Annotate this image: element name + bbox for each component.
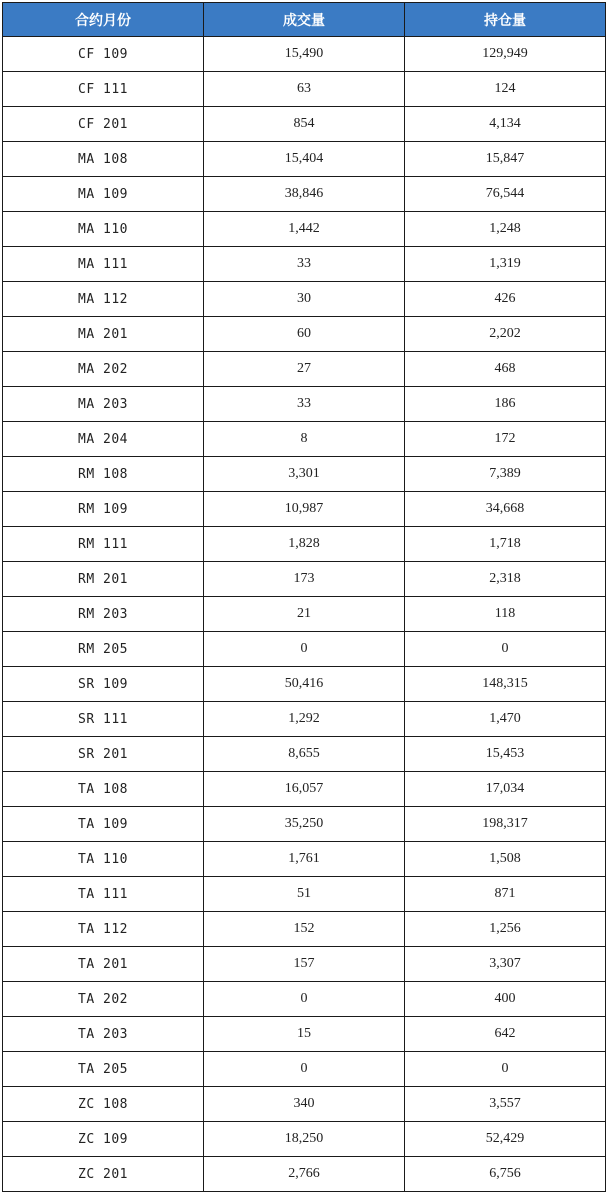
cell-volume: 152	[204, 912, 405, 947]
cell-volume: 63	[204, 72, 405, 107]
header-open-interest: 持仓量	[405, 3, 606, 37]
cell-contract-month: MA 112	[3, 282, 204, 317]
cell-open-interest: 1,248	[405, 212, 606, 247]
cell-open-interest: 400	[405, 982, 606, 1017]
table-row	[3, 387, 606, 422]
table-body	[3, 37, 606, 1192]
cell-contract-month: TA 201	[3, 947, 204, 982]
cell-contract-month: TA 203	[3, 1017, 204, 1052]
cell-volume: 8	[204, 422, 405, 457]
cell-open-interest: 198,317	[405, 807, 606, 842]
cell-open-interest: 52,429	[405, 1122, 606, 1157]
cell-volume: 27	[204, 352, 405, 387]
table-row	[3, 667, 606, 702]
cell-contract-month: RM 109	[3, 492, 204, 527]
table-row	[3, 1157, 606, 1192]
table-row	[3, 177, 606, 212]
table-header-row	[3, 3, 606, 37]
cell-contract-month: ZC 109	[3, 1122, 204, 1157]
header-contract-month: 合约月份	[3, 3, 204, 37]
cell-volume: 1,828	[204, 527, 405, 562]
table-row	[3, 1052, 606, 1087]
cell-open-interest: 6,756	[405, 1157, 606, 1192]
table-row	[3, 317, 606, 352]
table-row	[3, 632, 606, 667]
cell-volume: 1,761	[204, 842, 405, 877]
cell-volume: 35,250	[204, 807, 405, 842]
cell-open-interest: 1,319	[405, 247, 606, 282]
table-row	[3, 527, 606, 562]
cell-contract-month: SR 201	[3, 737, 204, 772]
cell-volume: 8,655	[204, 737, 405, 772]
cell-contract-month: RM 205	[3, 632, 204, 667]
cell-open-interest: 1,718	[405, 527, 606, 562]
cell-open-interest: 7,389	[405, 457, 606, 492]
cell-contract-month: SR 111	[3, 702, 204, 737]
cell-contract-month: TA 112	[3, 912, 204, 947]
cell-volume: 18,250	[204, 1122, 405, 1157]
cell-volume: 15,404	[204, 142, 405, 177]
cell-open-interest: 186	[405, 387, 606, 422]
cell-contract-month: TA 111	[3, 877, 204, 912]
contract-volume-table	[2, 2, 606, 1192]
table-row	[3, 492, 606, 527]
cell-open-interest: 124	[405, 72, 606, 107]
table-row	[3, 912, 606, 947]
cell-open-interest: 468	[405, 352, 606, 387]
cell-open-interest: 148,315	[405, 667, 606, 702]
table-row	[3, 1017, 606, 1052]
table-row	[3, 107, 606, 142]
cell-volume: 2,766	[204, 1157, 405, 1192]
cell-volume: 3,301	[204, 457, 405, 492]
cell-volume: 0	[204, 982, 405, 1017]
cell-open-interest: 17,034	[405, 772, 606, 807]
cell-open-interest: 2,318	[405, 562, 606, 597]
table-row	[3, 597, 606, 632]
cell-open-interest: 2,202	[405, 317, 606, 352]
cell-volume: 0	[204, 632, 405, 667]
cell-contract-month: MA 201	[3, 317, 204, 352]
table-row	[3, 562, 606, 597]
cell-volume: 16,057	[204, 772, 405, 807]
cell-contract-month: MA 204	[3, 422, 204, 457]
table-row	[3, 212, 606, 247]
cell-contract-month: TA 202	[3, 982, 204, 1017]
cell-contract-month: MA 203	[3, 387, 204, 422]
cell-volume: 33	[204, 247, 405, 282]
table-row	[3, 352, 606, 387]
table-row	[3, 282, 606, 317]
cell-volume: 60	[204, 317, 405, 352]
cell-contract-month: MA 111	[3, 247, 204, 282]
cell-contract-month: RM 111	[3, 527, 204, 562]
cell-contract-month: MA 109	[3, 177, 204, 212]
header-volume: 成交量	[204, 3, 405, 37]
cell-contract-month: RM 108	[3, 457, 204, 492]
cell-contract-month: CF 111	[3, 72, 204, 107]
cell-open-interest: 4,134	[405, 107, 606, 142]
cell-open-interest: 76,544	[405, 177, 606, 212]
cell-volume: 33	[204, 387, 405, 422]
cell-volume: 50,416	[204, 667, 405, 702]
cell-volume: 30	[204, 282, 405, 317]
cell-volume: 340	[204, 1087, 405, 1122]
cell-open-interest: 0	[405, 1052, 606, 1087]
cell-open-interest: 1,470	[405, 702, 606, 737]
cell-volume: 1,442	[204, 212, 405, 247]
cell-contract-month: RM 203	[3, 597, 204, 632]
cell-contract-month: MA 110	[3, 212, 204, 247]
cell-open-interest: 34,668	[405, 492, 606, 527]
cell-open-interest: 1,256	[405, 912, 606, 947]
table-row	[3, 1122, 606, 1157]
cell-volume: 21	[204, 597, 405, 632]
table-row	[3, 947, 606, 982]
cell-contract-month: RM 201	[3, 562, 204, 597]
cell-contract-month: TA 109	[3, 807, 204, 842]
table-row	[3, 247, 606, 282]
cell-contract-month: TA 110	[3, 842, 204, 877]
cell-contract-month: CF 109	[3, 37, 204, 72]
table-row	[3, 772, 606, 807]
cell-contract-month: TA 108	[3, 772, 204, 807]
cell-open-interest: 0	[405, 632, 606, 667]
cell-contract-month: CF 201	[3, 107, 204, 142]
cell-volume: 51	[204, 877, 405, 912]
cell-volume: 157	[204, 947, 405, 982]
cell-contract-month: ZC 201	[3, 1157, 204, 1192]
cell-open-interest: 3,307	[405, 947, 606, 982]
cell-volume: 10,987	[204, 492, 405, 527]
cell-open-interest: 871	[405, 877, 606, 912]
cell-volume: 854	[204, 107, 405, 142]
table-row	[3, 422, 606, 457]
cell-volume: 173	[204, 562, 405, 597]
cell-contract-month: TA 205	[3, 1052, 204, 1087]
cell-volume: 15,490	[204, 37, 405, 72]
table-row	[3, 1087, 606, 1122]
cell-contract-month: ZC 108	[3, 1087, 204, 1122]
cell-open-interest: 129,949	[405, 37, 606, 72]
cell-contract-month: SR 109	[3, 667, 204, 702]
cell-open-interest: 3,557	[405, 1087, 606, 1122]
table-row	[3, 982, 606, 1017]
table-row	[3, 842, 606, 877]
table-row	[3, 702, 606, 737]
cell-volume: 1,292	[204, 702, 405, 737]
cell-contract-month: MA 202	[3, 352, 204, 387]
cell-open-interest: 118	[405, 597, 606, 632]
cell-open-interest: 642	[405, 1017, 606, 1052]
cell-volume: 0	[204, 1052, 405, 1087]
cell-open-interest: 172	[405, 422, 606, 457]
cell-volume: 15	[204, 1017, 405, 1052]
cell-volume: 38,846	[204, 177, 405, 212]
cell-open-interest: 426	[405, 282, 606, 317]
table-row	[3, 72, 606, 107]
cell-open-interest: 1,508	[405, 842, 606, 877]
table-row	[3, 37, 606, 72]
table-row	[3, 877, 606, 912]
cell-open-interest: 15,453	[405, 737, 606, 772]
table-row	[3, 142, 606, 177]
table-row	[3, 737, 606, 772]
cell-contract-month: MA 108	[3, 142, 204, 177]
table-row	[3, 807, 606, 842]
cell-open-interest: 15,847	[405, 142, 606, 177]
table-row	[3, 457, 606, 492]
